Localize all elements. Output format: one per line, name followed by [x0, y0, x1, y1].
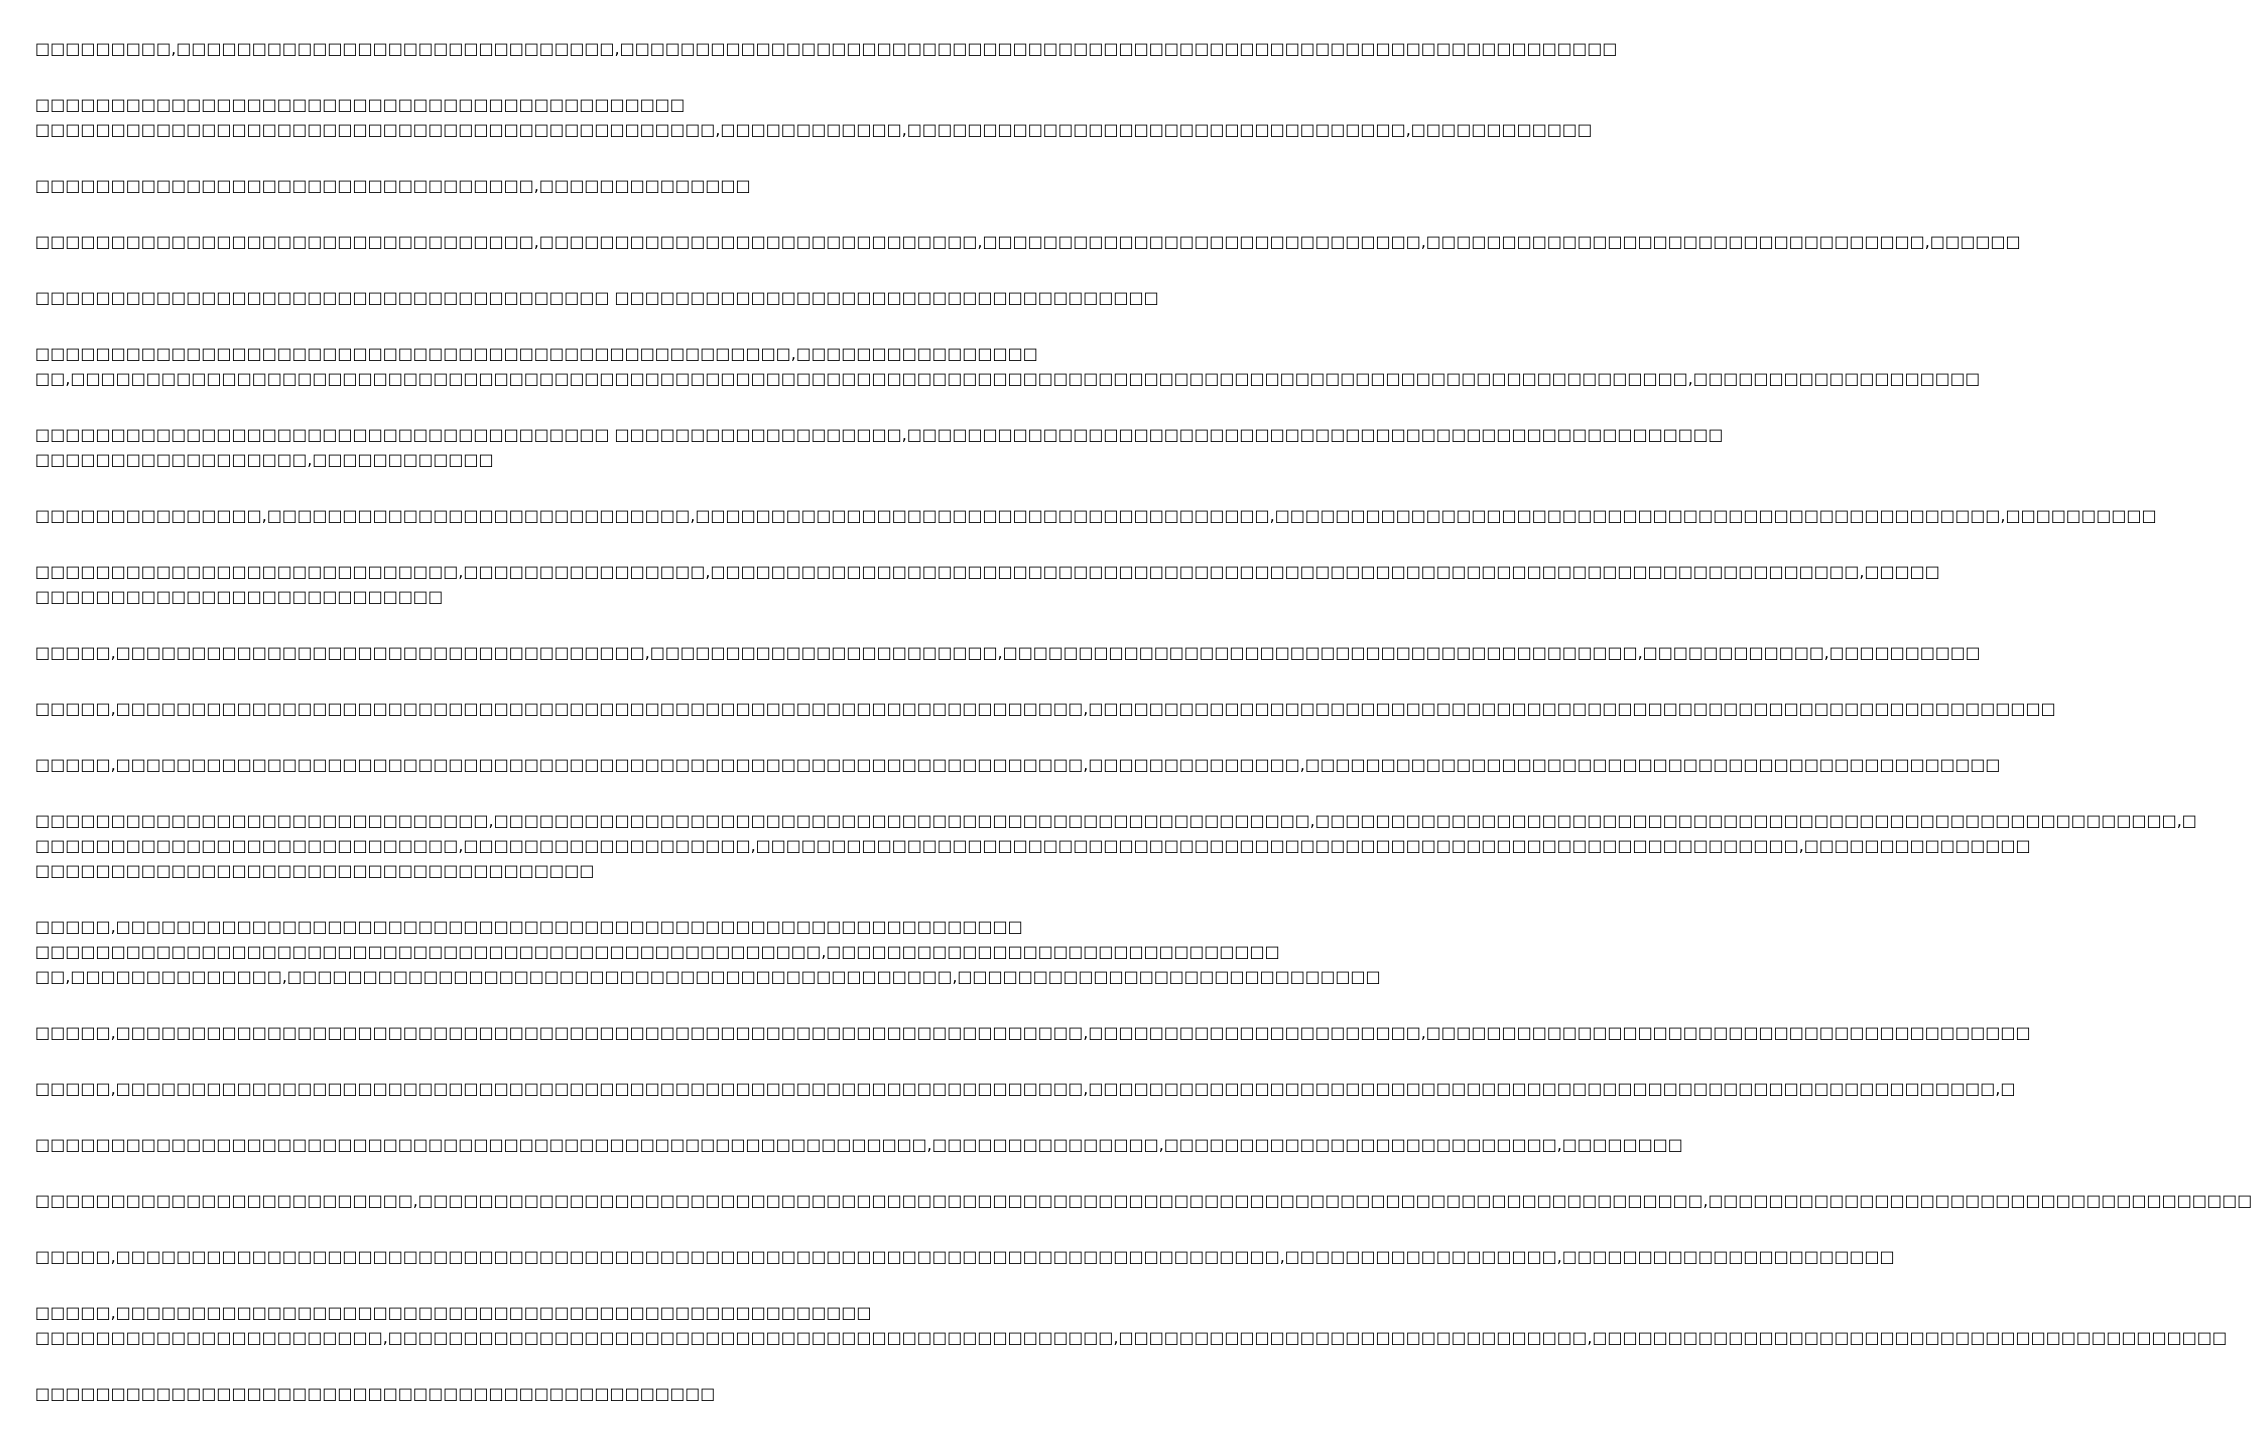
text-line: □□□□□,□□□□□□□□□□□□□□□□□□□□□□□□□□□□□□□□□□□□□□□□□□□□□□□□□□□□□□□□□□□□□□□□,□□□□□□□□□□□□□□□□□□□□□□□□□□□□□□□□□□□□□□□□□□□□□□□□□□□□□□□□□□□□□□□□ — [35, 699, 2056, 718]
text-line: □□□□□□□□□□□□□□□□□□□□□□□□□□□□□□□□□□□□□□ □□□□□□□□□□□□□□□□□□□□□□□□□□□□□□□□□□□□ — [35, 288, 1159, 307]
text-line: □□□□□□□□□□□□□□□□□□□□□□□□□□□ — [35, 587, 444, 606]
paragraph — [35, 1188, 2252, 1213]
text-line: □□,□□□□□□□□□□□□□□□□□□□□□□□□□□□□□□□□□□□□□□□□□□□□□□□□□□□□□□□□□□□□□□□□□□□□□□□□□□□□□□□□□□□□□□□□□□□□□□□□□□□□□□□□□□□,□□□□□□□□□□□□□□□□□□□ — [35, 369, 1981, 388]
text-line: □□□□□,□□□□□□□□□□□□□□□□□□□□□□□□□□□□□□□□□□□,□□□□□□□□□□□□□□□□□□□□□□□,□□□□□□□□□□□□□□□□□□□□□□□□□□□□□□□□□□□□□□□□□□,□□□□□□□□□□□□,□□□□□□□□□□ — [35, 643, 1981, 662]
paragraph — [35, 173, 989, 198]
paragraph — [35, 341, 1981, 391]
paragraph — [35, 285, 1159, 310]
paragraph — [35, 1381, 989, 1406]
text-line: □□□□□□□□□□□□□□□□□□□□□□□,□□□□□□□□□□□□□□□□□□□□□□□□□□□□□□□□□□□□□□□□□□□□□□□□,□□□□□□□□□□□□□□□□□□□□□□□□□□□□□□□,□□□□□□□□□□□□□□□□□□□□□□□□□□□□□□□□□□□□□□□□□□ — [35, 1328, 2228, 1347]
text-line: □□□□□□□□□□□□□□□□□□□□□□□□□,□□□□□□□□□□□□□□□□□□□□□□□□□□□□□□□□□□□□□□□□□□□□□□□□□□□□□□□□□□□□□□□□□□□□□□□□□□□□□□□□□□□□□,□□□□□□□□□□□□□□□□□□□□□□□□□□□□□□□□□□□□ — [35, 1191, 2252, 1210]
paragraph — [35, 559, 1940, 609]
text-line: □□□□□□□□□□□□□□□□□□□□□□□□□□□□,□□□□□□□□□□□□□□□□□□□,□□□□□□□□□□□□□□□□□□□□□□□□□□□□□□□□□□□□□□□□□□□□□□□□□□□□□□□□□□□□□□□□□□□□□,□□□□□□□□□□□□□□□ — [35, 836, 2031, 855]
text-line: □□□□□,□□□□□□□□□□□□□□□□□□□□□□□□□□□□□□□□□□□□□□□□□□□□□□□□□□□□□□□□□□□□□□□□,□□□□□□□□□□□□□□□□□□□□□□,□□□□□□□□□□□□□□□□□□□□□□□□□□□□□□□□□□□□□□□□ — [35, 1023, 2031, 1042]
paragraph — [35, 808, 2197, 883]
text-line: □□□□□□□□□□□□□□□□□□□□□□□□□□□□□□□□□□□□□□ □□□□□□□□□□□□□□□□□□□,□□□□□□□□□□□□□□□□□□□□□□□□□□□□□□□□□□□□□□□□□□□□□□□□□□□□□□ — [35, 425, 1724, 444]
text-line: □□□□□,□□□□□□□□□□□□□□□□□□□□□□□□□□□□□□□□□□□□□□□□□□□□□□□□□□□□□□□□□□□□□□□□,□□□□□□□□□□□□□□□□□□□□□□□□□□□□□□□□□□□□□□□□□□□□□□□□□□□□□□□□□□□□,□ — [35, 1079, 2016, 1098]
text-line: □□□□□,□□□□□□□□□□□□□□□□□□□□□□□□□□□□□□□□□□□□□□□□□□□□□□□□□□□□□□□□□□□□□□□□,□□□□□□□□□□□□□□,□□□□□□□□□□□□□□□□□□□□□□□□□□□□□□□□□□□□□□□□□□□□□□ — [35, 755, 2001, 774]
text-line: □□,□□□□□□□□□□□□□□,□□□□□□□□□□□□□□□□□□□□□□□□□□□□□□□□□□□□□□□□□□□□,□□□□□□□□□□□□□□□□□□□□□□□□□□□□ — [35, 967, 1381, 986]
paragraph — [35, 1020, 2031, 1045]
text-line: □□□□□□□□□□□□□□□□□□□□□□□□□□□□□□□□□,□□□□□□□□□□□□□□ — [35, 176, 751, 195]
text-line: □□□□□□□□□□□□□□□□□□□□□□□□□□□□,□□□□□□□□□□□□□□□□,□□□□□□□□□□□□□□□□□□□□□□□□□□□□□□□□□□□□□□□□□□□□□□□□□□□□□□□□□□□□□□□□□□□□□□□□□□□□,□□□□□ — [35, 562, 1940, 581]
document-body — [35, 36, 2252, 1437]
text-line: □□□□□□□□□□□□□□□□□□□□□□□□□□□□□□□□□□□□□□□□□□□□□□□□□□□□□□□□□□□,□□□□□□□□□□□□□□□,□□□□□□□□□□□□□□□□□□□□□□□□□□,□□□□□□□□ — [35, 1135, 1683, 1154]
paragraph — [35, 1300, 2228, 1350]
text-line: □□□□□□□□□□□□□□□,□□□□□□□□□□□□□□□□□□□□□□□□□□□□,□□□□□□□□□□□□□□□□□□□□□□□□□□□□□□□□□□□□□□,□□□□□□□□□□□□□□□□□□□□□□□□□□□□□□□□□□□□□□□□□□□□□□□□,□□□□□□□□□□ — [35, 506, 2157, 525]
text-line: □□□□□□□□□□□□□□□□□□□□□□□□□□□□□□□□□□□□□□□□□□□□□,□□□□□□□□□□□□,□□□□□□□□□□□□□□□□□□□□□□□□□□□□□□□□□,□□□□□□□□□□□□ — [35, 120, 1593, 139]
paragraph — [35, 752, 2001, 777]
text-line: □□□□□,□□□□□□□□□□□□□□□□□□□□□□□□□□□□□□□□□□□□□□□□□□□□□□□□□□□□□□□□□□□□ — [35, 917, 1023, 936]
text-line: □□□□□□□□□□□□□□□□□□□□□□□□□□□□□□□□□□□□□□□□□□□□□□□□□□,□□□□□□□□□□□□□□□□ — [35, 344, 1038, 363]
text-line: □□□□□□□□□,□□□□□□□□□□□□□□□□□□□□□□□□□□□□□,□□□□□□□□□□□□□□□□□□□□□□□□□□□□□□□□□□□□□□□□□□□□□□□□□□□□□□□□□□□□□□□□□□ — [35, 39, 1618, 58]
paragraph — [35, 1132, 1683, 1157]
paragraph — [35, 229, 2021, 254]
text-line: □□□□□□□□□□□□□□□□□□□□□□□□□□□□□□,□□□□□□□□□□□□□□□□□□□□□□□□□□□□□□□□□□□□□□□□□□□□□□□□□□□□□□,□□□□□□□□□□□□□□□□□□□□□□□□□□□□□□□□□□□□□□□□□□□□□□□□□□□□□□□□□,□ — [35, 811, 2197, 830]
paragraph — [35, 640, 1981, 665]
text-line: □□□□□□□□□□□□□□□□□□□□□□□□□□□□□□□□□□□□□□□□□□□ — [35, 95, 686, 114]
text-line: □□□□□,□□□□□□□□□□□□□□□□□□□□□□□□□□□□□□□□□□□□□□□□□□□□□□□□□□ — [35, 1303, 872, 1322]
paragraph — [35, 696, 2056, 721]
paragraph — [35, 1244, 1895, 1269]
text-line: □□□□□□□□□□□□□□□□□□,□□□□□□□□□□□□ — [35, 450, 494, 469]
paragraph — [35, 92, 1593, 142]
paragraph — [35, 503, 2157, 528]
paragraph — [35, 36, 1618, 61]
text-line: □□□□□□□□□□□□□□□□□□□□□□□□□□□□□□□□□,□□□□□□□□□□□□□□□□□□□□□□□□□□□□□,□□□□□□□□□□□□□□□□□□□□□□□□□□□□□,□□□□□□□□□□□□□□□□□□□□□□□□□□□□□□□□□,□□□□□□ — [35, 232, 2021, 251]
text-line: □□□□□□□□□□□□□□□□□□□□□□□□□□□□□□□□□□□□□□□□□□□□□ — [35, 1384, 716, 1403]
paragraph — [35, 914, 1381, 989]
paragraph — [35, 1076, 2016, 1101]
text-line: □□□□□,□□□□□□□□□□□□□□□□□□□□□□□□□□□□□□□□□□□□□□□□□□□□□□□□□□□□□□□□□□□□□□□□□□□□□□□□□□□□□,□□□□□□□□□□□□□□□□□□,□□□□□□□□□□□□□□□□□□□□□□ — [35, 1247, 1895, 1266]
text-line: □□□□□□□□□□□□□□□□□□□□□□□□□□□□□□□□□□□□□□□□□□□□□□□□□□□□,□□□□□□□□□□□□□□□□□□□□□□□□□□□□□□ — [35, 942, 1280, 961]
text-line: □□□□□□□□□□□□□□□□□□□□□□□□□□□□□□□□□□□□□ — [35, 861, 595, 880]
paragraph — [35, 422, 1724, 472]
